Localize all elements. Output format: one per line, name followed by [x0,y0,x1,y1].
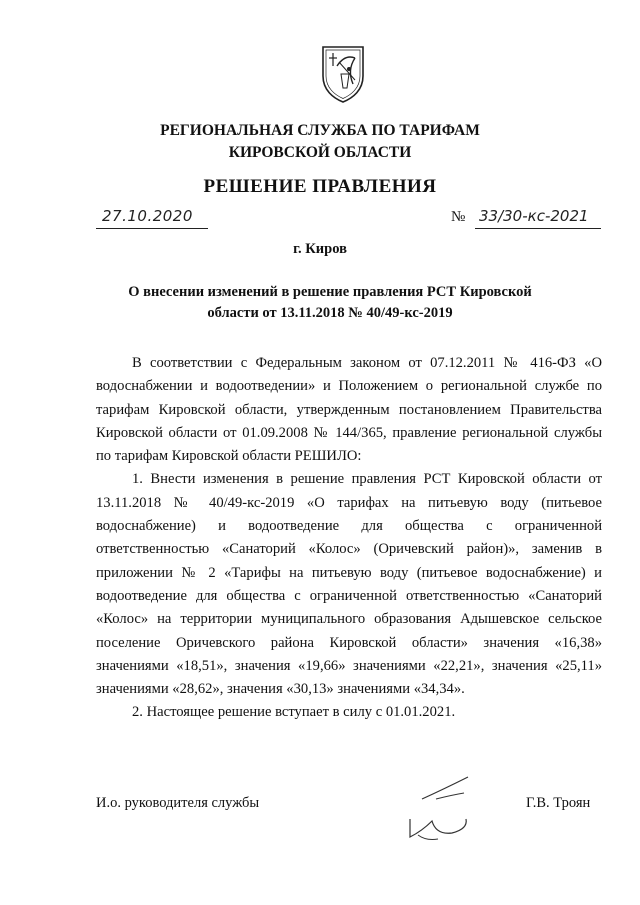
date-underline [96,228,208,229]
date-handwritten: 27.10.2020 [102,207,193,225]
document-number [451,207,601,231]
number-handwritten: 33/30-кс-2021 [479,207,589,225]
number-sign: № [451,209,466,225]
number-underline [475,228,601,229]
item-2-paragraph: 2. Настоящее решение вступает в силу с 01.01.2021. [132,704,456,721]
document-title: РЕШЕНИЕ ПРАВЛЕНИЯ [203,176,437,197]
signatory-name: Г.В. Троян [526,795,591,811]
org-name-line2: КИРОВСКОЙ ОБЛАСТИ [228,144,412,161]
org-name-line1: РЕГИОНАЛЬНАЯ СЛУЖБА ПО ТАРИФАМ [160,122,480,139]
city: г. Киров [293,241,347,257]
number-field [475,207,601,231]
signatory-position: И.о. руководителя службы [96,795,260,811]
coat-of-arms-icon [319,44,367,104]
item-1-paragraph: 1. Внести изменения в решение правления РСТ Кировской области от 13.11.2018 № 40/49-кс-2019 «О тарифах на питьевую воду (питьевое водоснабжение) и водоотведение для общества с ограниченной ответственностью «Санаторий «Колос» (Оричевский район)», заменив в приложении № 2 «Тарифы на питьевую воду (питьевое водоснабжение) и водоотведение для общества с ограниченной ответственностью «Санаторий «Колос» на территории муниципального образования Адышевское сельское поселение Оричевского района Кировской области» значения «16,38» значениями «18,51», значения «19,66» значениями «22,21», значения «25,11» значениями «28,62», значения «30,13» значениями «34,34». [96,471,602,698]
document-body [96,352,602,725]
document-date [96,207,208,231]
document-subject: О внесении изменений в решение правления РСТ Кировской области от 13.11.2018 № 40/49-кс-2019 [128,284,532,321]
signature-mark [392,775,492,855]
preamble-paragraph: В соответствии с Федеральным законом от 07.12.2011 № 416-ФЗ «О водоснабжении и водоотведении» и Положением о региональной службе по тарифам Кировской области, утвержденным постановлением Правительства Кировской области от 01.09.2008 № 144/365, правление региональной службы по тарифам Кировской области РЕШИЛО: [96,355,602,465]
